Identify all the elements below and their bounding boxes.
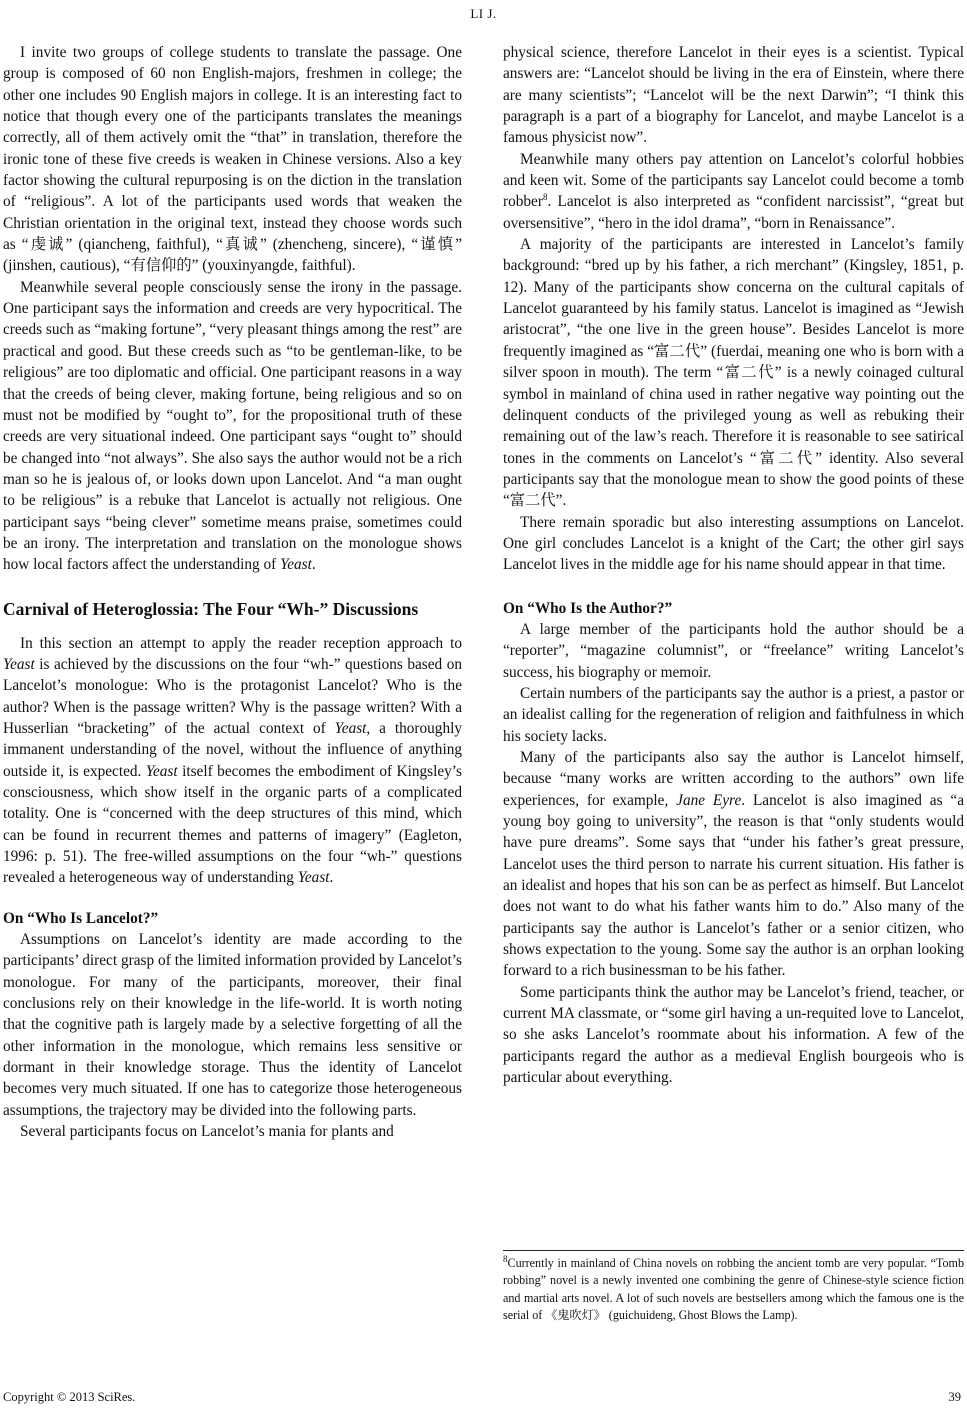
paragraph: physical science, therefore Lancelot in their eyes is a scientist. Typical answers are: “Lancelot should be living in the era of Einstein, where there are many scientists”; “Lancelot will be the next Darwin”; “I think this paragraph is a part of a biography for Lancelot, and maybe Lancelot is a famous physicist now”. (503, 44, 964, 147)
book-title: Yeast (334, 719, 367, 737)
paragraph: Some participants think the author may be Lancelot’s friend, teacher, or current MA classmate, or “some girl having a un-requited love to Lancelot, so she asks Lancelot’s roommate about his information. A few of the participants regard the author as a medieval English bourgeois who is particular about everything. (503, 983, 964, 1087)
footnote-text: Currently in mainland of China novels on robbing the ancient tomb are very popular. “Tomb robbing” novel is a newly invented one combining the genre of Chinese-style science fiction and martial arts novel. A lot of such novels are bestsellers among which the famous one is the serial of 《鬼吹灯》 (guichuideng, Ghost Blows the Lamp). (503, 1256, 964, 1322)
paragraph: There remain sporadic but also interesting assumptions on Lancelot. One girl concludes Lancelot is a knight of the Cart; the other girl says Lancelot lives in the middle age for his name should appear in that time. (503, 513, 964, 574)
copyright-notice: Copyright © 2013 SciRes. (3, 1390, 136, 1404)
footnote-reference[interactable]: 8 (542, 192, 548, 203)
right-column (503, 42, 964, 1089)
book-title: Yeast (280, 556, 312, 574)
paragraph: Several participants focus on Lancelot’s mania for plants and (20, 1123, 394, 1141)
paragraph: Certain numbers of the participants say the author is a priest, a pastor or an idealist calling for the regeneration of religion and faithfulness in which his society lacks. (503, 684, 964, 745)
subsection-heading: On “Who Is Lancelot?” (3, 909, 159, 927)
paragraph: A majority of the participants are interested in Lancelot’s family background: “bred up by his father, a rich merchant” (Kingsley, 1851, p. 12). Many of the participants show concerna on the cultural capitals of Lancelot guaranteed by his family status. Lancelot is imagined as “Jewish aristocrat”, “the one live in the green house”. Besides Lancelot is more frequently imagined as “富二代” (fuerdai, meaning one who is born with a silver spoon in mouth). The term “富二代” is a newly coinaged cultural symbol in mainland of china used in rather negative way pointing out the delinquent conducts of the privileged young as well as rebuking their remaining out of the law’s reach. Therefore it is reasonable to see satirical tones in the comments on Lancelot’s “富二代” identity. Also several participants say that the monologue mean to show the good points of these “富二代”. (503, 236, 964, 510)
footnote (503, 1250, 964, 1324)
left-column (3, 42, 462, 1143)
paragraph: I invite two groups of college students to translate the passage. One group is composed of 60 non English-majors, freshmen in college; the other one includes 90 English majors in college. It is an interesting fact to notice that though every one of the participants translates the meanings correctly, all of them actively omit the “that” in translation, therefore the ironic tone of these five creeds is weaken in Chinese versions. Also a key factor showing the cultural repurposing is on the diction in the translation of “religious”. A lot of the participants used words that weaken the Christian orientation in the original text, instead they choose words such as “虔诚” (qiancheng, faithful), “真诚” (zhencheng, sincere), “谨慎” (jinshen, cautious), “有信仰的” (youxinyangde, faithful). (3, 44, 462, 275)
paragraph: Many of the participants also say the author is Lancelot himself, because “many works are written according to the authors” own life experiences, for example, Jane Eyre. Lancelot is also imagined as “a young boy going to university”, the reason is that “only students would have pure dreams”. Some says that “under his father’s great pressure, Lancelot uses the third person to narrate his current situation. His father is an idealist and hopes that his son can be as perfect as himself. But Lancelot does not want to do what his father wants him to do.” Also many of the participants say the author is Lancelot’s father or a senior citizen, who shows expectation to the young. Some say the author is an orphan looking forward to a rich businessman to be his father. (503, 749, 964, 980)
paragraph: A large member of the participants hold the author should be a “reporter”, “magazine columnist”, or “freelance” writing Lancelot’s success, his biography or memoir. (503, 620, 964, 681)
paragraph: Assumptions on Lancelot’s identity are made according to the participants’ direct grasp of the limited information provided by Lancelot’s monologue. For many of the participants, moreover, their final conclusions rely on their knowledge in the life-world. It is worth noting that the cognitive path is largely made by a selective forgetting of all the other information in the monologue, which remains less sensitive or dormant in their knowledge storage. Thus the identity of Lancelot becomes very much situated. If one has to categorize those heterogeneous assumptions, the trajectory may be divided into the following parts. (3, 931, 462, 1119)
page-number: 39 (948, 1390, 961, 1404)
running-head: LI J. (470, 6, 497, 21)
subsection-heading: On “Who Is the Author?” (503, 599, 673, 617)
book-title: Yeast (3, 655, 35, 673)
section-heading: Carnival of Heteroglossia: The Four “Wh-” Discussions (3, 598, 419, 619)
book-title: Yeast (297, 869, 330, 887)
footnote-mark: 8 (503, 1253, 508, 1264)
paragraph: Meanwhile many others pay attention on Lancelot’s colorful hobbies and keen wit. Some of the participants say Lancelot could become a tomb robber$^8$. Lancelot is also interpreted as “confident narcissist”, “great but oversensitive”, “hero in the idol drama”, “born in Renaissance”. (503, 150, 964, 232)
paragraph: Meanwhile several people consciously sense the irony in the passage. One participant says the information and creeds are very hypocritical. The creeds such as “making fortune”, “very pleasant things among the rest” are practical and good. But these creeds such as “to be gentleman-like, to be religious” are too diplomatic and official. One participant reasons in a way that the creeds of being clever, making fortune, being religious and so on must not be modified by “ought to”, for the propositional truth of these creeds are very situational indeed. One participant says “ought to” should be changed into “not always”. She also says the author would not be a rich man so he is jealous of, or looks down upon Lancelot. And “a man ought to be religious” is a rebuke that Lancelot is actually not religious. One participant says “being clever” sometime means praise, sometimes could be an irony. The interpretation and translation on the monologue shows how local factors affect the understanding of Yeast. (3, 278, 462, 574)
book-title: Jane Eyre (676, 791, 742, 809)
paragraph: In this section an attempt to apply the reader reception approach to Yeast is achieved by the discussions on the four “wh-” questions based on Lancelot’s monologue: Who is the protagonist Lancelot? Who is the author? When is the passage written? Why is the passage written? With a Husserlian “bracketing” of the actual context of Yeast, a thoroughly immanent understanding of the novel, without the influence of anything outside it, is expected. Yeast itself becomes the embodiment of Kingsley’s consciousness, which show itself in the organic parts of a complicated totality. One is “concerned with the deep structures of this mind, which can be found in recurrent themes and patterns of imagery” (Eagleton, 1996: p. 51). The free-willed assumptions on the four “wh-” questions revealed a heterogeneous way of understanding Yeast. (3, 634, 462, 887)
book-title: Yeast (145, 762, 178, 780)
